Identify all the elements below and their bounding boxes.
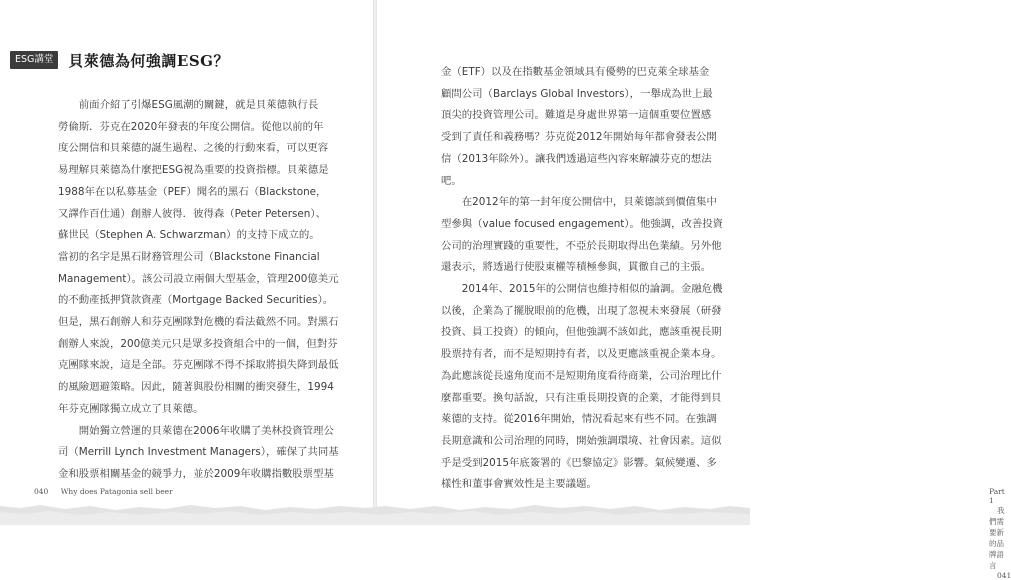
text-line: 在2012年的第一封年度公開信中，貝萊德談到價值集中 [461, 196, 717, 209]
text-line: 樣性和董事會實效性是主要議題。 [441, 478, 597, 491]
text-line: 2014年、2015年的公開信也維持相似的論調。金融危機 [461, 283, 723, 296]
text-line: 股票持有者，而不是短期持有者，以及更應該重視企業本身。 [441, 348, 722, 361]
text-line: 但是，黑石創辦人和芬克團隊對危機的看法截然不同。對黑石 [58, 316, 339, 329]
text-line: 以後，企業為了擺脫眼前的危機，出現了忽視未來發展（研發 [441, 304, 722, 317]
text-line: 前面介紹了引爆ESG風潮的關鍵，就是貝萊德執行長 [78, 99, 319, 111]
text-line: 吧。 [441, 174, 462, 187]
text-line: 司（Merrill Lynch Investment Managers），確保了共同基 [58, 446, 339, 459]
text-line: 長期意識和公司治理的同時，開始強調環境、社會因素。這似 [441, 434, 722, 447]
text-line: 克團隊來說，這是全部。芬克團隊不得不採取將損失降到最低 [58, 359, 339, 372]
text-line: 又譯作百仕通）創辦人彼得．彼得森（Peter Petersen）、 [58, 207, 326, 220]
text-line: 創辦人來說，200億美元只是眾多投資組合中的一個，但對芬 [58, 337, 338, 350]
text-line: 為此應該從長遠角度而不是短期角度看待商業，公司治理比什 [441, 369, 722, 382]
text-line: 顧問公司（Barclays Global Investors），一舉成為世上最 [441, 87, 713, 100]
part-label: Part 1 [989, 487, 1005, 505]
text-line: 頂尖的投資管理公司。難道是身處世界第一這個重要位置感 [441, 109, 712, 122]
text-line: 麼都重要。換句話說，只有注重長期投資的企業，才能得到貝 [441, 391, 722, 404]
text-line: Management）。該公司設立兩個大型基金，管理200億美元 [58, 272, 339, 285]
section-title: 貝萊德為何強調ESG？ [68, 51, 229, 70]
right-footer [989, 487, 1011, 580]
page-number: 041 [997, 571, 1011, 580]
text-line: 易理解貝萊德為什麼把ESG視為重要的投資指標。貝萊德是 [58, 164, 329, 177]
text-line: 乎是受到2015年底簽署的《巴黎協定》影響。氣候變遷、多 [441, 456, 717, 469]
text-line: 勞倫斯．芬克在2020年發表的年度公開信。從他以前的年 [58, 120, 324, 133]
text-line: 年芬克團隊獨立成立了貝萊德。 [58, 402, 204, 415]
text-line: 還表示，將透過行使股東權等積極參與，貫徹自己的主張。 [441, 261, 712, 274]
text-line: 度公開信和貝萊德的誕生過程、之後的行動來看，可以更容 [58, 142, 329, 155]
running-title: Why does Patagonia sell beer [60, 487, 173, 496]
text-line: 投資、員工投資）的傾向，但他強調不該如此，應該重視長期 [441, 326, 722, 339]
text-line: 當初的名字是黑石財務管理公司（Blackstone Financial [58, 250, 320, 263]
section-header [10, 51, 310, 69]
text-line: 受到了責任和義務嗎？芬克從2012年開始每年都會發表公開 [441, 131, 717, 144]
page-number: 040 [34, 487, 49, 496]
text-line: 公司的治理實踐的重要性，不亞於長期取得出色業績。另外他 [441, 239, 722, 252]
text-line: 的不動產抵押貸款資產（Mortgage Backed Securities）。 [58, 294, 334, 307]
text-line: 萊德的支持。從2016年開始，情況看起來有些不同。在強調 [441, 413, 717, 426]
left-footer [34, 487, 173, 496]
text-line: 金和股票相關基金的競爭力，並於2009年收購指數股票型基 [58, 467, 334, 480]
left-body-text [58, 95, 339, 486]
text-line: 開始獨立營運的貝萊德在2006年收購了美林投資管理公 [78, 424, 334, 437]
section-tag: ESG講堂 [10, 51, 58, 69]
left-page [0, 0, 373, 525]
torn-paper-edge [0, 500, 750, 525]
text-line: 金（ETF）以及在指數基金領域具有優勢的巴克萊全球基金 [441, 66, 710, 78]
text-line: 型參與（value focused engagement）。他強調，改善投資 [441, 217, 724, 230]
running-title: 我們需要新的品牌語言 [989, 506, 1005, 570]
right-body-text [441, 62, 724, 496]
text-line: 的風險迴避策略。因此，隨著與股份相關的衝突發生，1994 [58, 381, 334, 394]
text-line: 信（2013年除外）。讓我們透過這些內容來解讀芬克的想法 [441, 152, 712, 165]
text-line: 1988年在以私募基金（PEF）聞名的黑石（Blackstone， [58, 185, 327, 198]
text-line: 蘇世民（Stephen A. Schwarzman）的支持下成立的。 [58, 229, 320, 242]
